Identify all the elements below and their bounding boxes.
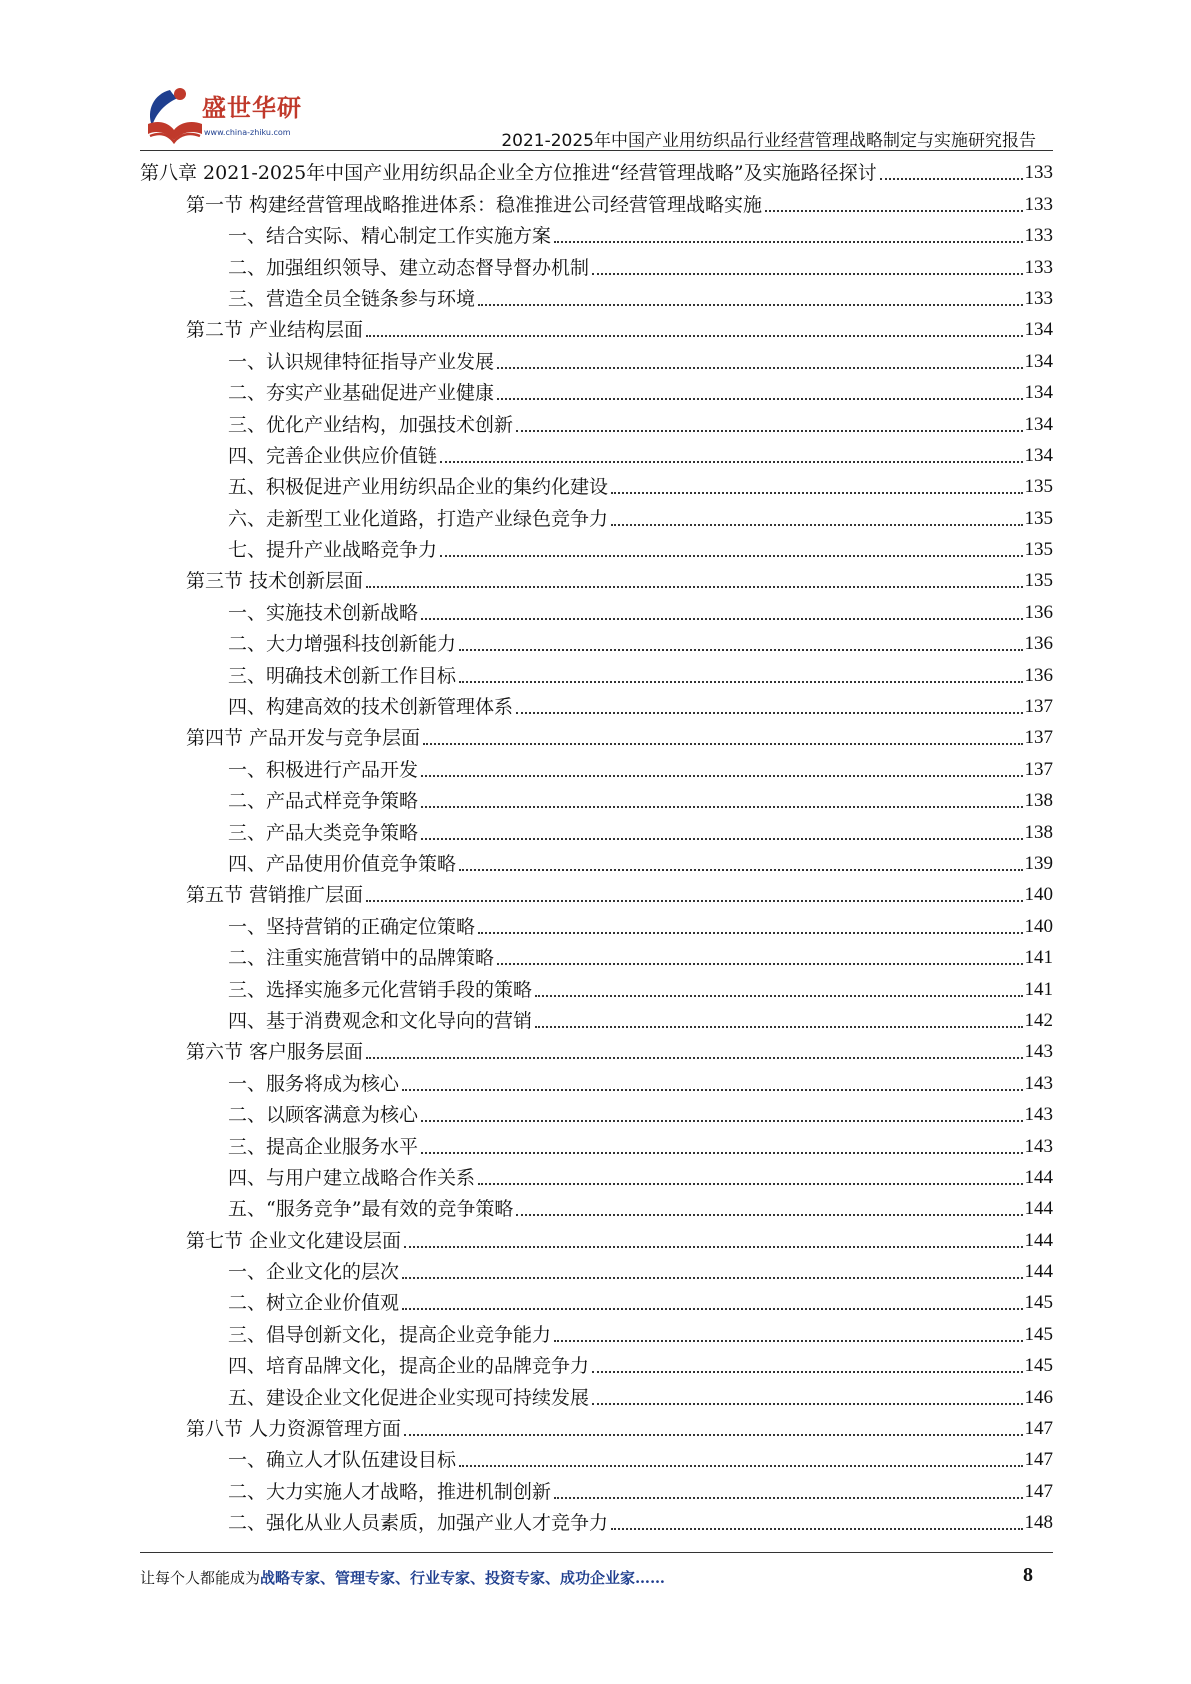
toc-dot-leader [611, 514, 1022, 526]
toc-dot-leader [459, 859, 1022, 871]
toc-entry-label: 三、倡导创新文化，提高企业竞争能力 [228, 1323, 552, 1346]
toc-entry-page: 140 [1024, 915, 1053, 937]
toc-entry-page: 133 [1024, 287, 1053, 309]
toc-dot-leader [611, 1518, 1022, 1530]
toc-entry[interactable] [140, 1254, 1053, 1285]
toc-entry[interactable] [140, 249, 1053, 280]
toc-entry[interactable] [140, 720, 1053, 751]
toc-entry-page: 144 [1024, 1261, 1053, 1283]
toc-entry-label: 一、认识规律特征指导产业发展 [228, 350, 495, 373]
toc-entry[interactable] [140, 343, 1053, 374]
toc-entry[interactable] [140, 1128, 1053, 1159]
page-number: 8 [1023, 1564, 1033, 1586]
toc-entry-page: 133 [1024, 193, 1053, 215]
footer-slogan [140, 1567, 665, 1588]
toc-entry-page: 135 [1024, 507, 1053, 529]
toc-dot-leader [404, 1424, 1022, 1436]
header-divider [140, 150, 1053, 151]
toc-dot-leader [611, 482, 1022, 494]
footer-slogan-emphasis: 战略专家、管理专家、行业专家、投资专家、成功企业家…… [260, 1569, 666, 1587]
footer-slogan-prefix: 让每个人都能成为 [140, 1569, 261, 1587]
toc-entry-page: 137 [1024, 727, 1053, 749]
toc-entry[interactable] [140, 783, 1053, 814]
toc-entry[interactable] [140, 563, 1053, 594]
toc-entry[interactable] [140, 469, 1053, 500]
toc-entry-label: 三、选择实施多元化营销手段的策略 [228, 978, 533, 1001]
toc-entry-label: 三、产品大类竞争策略 [228, 821, 419, 844]
toc-entry-label: 二、产品式样竞争策略 [228, 790, 419, 813]
toc-dot-leader [516, 420, 1022, 432]
toc-entry[interactable] [140, 751, 1053, 782]
toc-entry-label: 五、建设企业文化促进企业实现可持续发展 [228, 1386, 590, 1409]
toc-entry-page: 143 [1024, 1135, 1053, 1157]
toc-entry-page: 134 [1024, 382, 1053, 404]
toc-entry-page: 138 [1024, 821, 1053, 843]
toc-entry-label: 一、结合实际、精心制定工作实施方案 [228, 225, 552, 248]
toc-dot-leader [497, 953, 1022, 965]
toc-entry-label: 二、大力增强科技创新能力 [228, 633, 457, 656]
toc-dot-leader [478, 922, 1022, 934]
toc-entry[interactable] [140, 877, 1053, 908]
toc-entry-label: 一、实施技术创新战略 [228, 601, 419, 624]
toc-entry-page: 137 [1024, 696, 1053, 718]
toc-entry[interactable] [140, 1222, 1053, 1253]
toc-dot-leader [516, 1204, 1022, 1216]
toc-entry-page: 133 [1024, 225, 1053, 247]
toc-entry-label: 六、走新型工业化道路，打造产业绿色竞争力 [228, 507, 609, 530]
toc-entry-label: 二、树立企业价值观 [228, 1292, 400, 1315]
toc-entry-label: 第七节 企业文化建设层面 [186, 1229, 402, 1252]
toc-dot-leader [765, 200, 1022, 212]
toc-entry-page: 145 [1024, 1323, 1053, 1345]
toc-entry-label: 第二节 产业结构层面 [186, 319, 364, 342]
toc-entry-page: 133 [1024, 256, 1053, 278]
toc-entry-page: 138 [1024, 790, 1053, 812]
toc-entry-page: 134 [1024, 350, 1053, 372]
toc-dot-leader [421, 765, 1022, 777]
toc-dot-leader [421, 1110, 1022, 1122]
toc-entry-label: 第八节 人力资源管理方面 [186, 1418, 402, 1441]
toc-entry-page: 141 [1024, 978, 1053, 1000]
toc-entry-page: 143 [1024, 1041, 1053, 1063]
toc-entry[interactable] [140, 626, 1053, 657]
toc-entry-label: 四、基于消费观念和文化导向的营销 [228, 1009, 533, 1032]
toc-dot-leader [497, 357, 1022, 369]
toc-entry-page: 139 [1024, 852, 1053, 874]
toc-entry[interactable] [140, 1379, 1053, 1410]
toc-entry[interactable] [140, 155, 1053, 186]
toc-entry-page: 133 [1024, 162, 1053, 184]
toc-dot-leader [459, 639, 1022, 651]
toc-entry-label: 第三节 技术创新层面 [186, 570, 364, 593]
toc-entry-page: 147 [1024, 1418, 1053, 1440]
toc-entry-label: 二、夯实产业基础促进产业健康 [228, 382, 495, 405]
report-title: 2021-2025年中国产业用纺织品行业经营管理战略制定与实施研究报告 [501, 131, 1036, 151]
toc-entry-page: 134 [1024, 319, 1053, 341]
toc-entry-label: 四、与用户建立战略合作关系 [228, 1166, 476, 1189]
toc-dot-leader [478, 294, 1022, 306]
toc-dot-leader [423, 733, 1022, 745]
toc-entry-label: 一、积极进行产品开发 [228, 758, 419, 781]
toc-dot-leader [366, 576, 1022, 588]
toc-entry[interactable] [140, 218, 1053, 249]
toc-entry[interactable] [140, 1505, 1053, 1536]
toc-entry[interactable] [140, 1285, 1053, 1316]
toc-entry[interactable] [140, 1034, 1053, 1065]
toc-entry-label: 二、强化从业人员素质，加强产业人才竞争力 [228, 1512, 609, 1535]
toc-dot-leader [478, 1173, 1022, 1185]
toc-dot-leader [592, 1393, 1022, 1405]
toc-entry-label: 二、加强组织领导、建立动态督导督办机制 [228, 256, 590, 279]
toc-entry[interactable] [140, 1097, 1053, 1128]
toc-entry-page: 142 [1024, 1009, 1053, 1031]
toc-entry-label: 一、企业文化的层次 [228, 1261, 400, 1284]
toc-entry-page: 144 [1024, 1166, 1053, 1188]
toc-dot-leader [402, 1298, 1022, 1310]
toc-dot-leader [497, 388, 1022, 400]
toc-entry[interactable] [140, 1473, 1053, 1504]
toc-dot-leader [404, 1236, 1022, 1248]
toc-dot-leader [440, 545, 1022, 557]
toc-dot-leader [554, 1487, 1022, 1499]
toc-entry-page: 143 [1024, 1072, 1053, 1094]
toc-entry-label: 第四节 产品开发与竞争层面 [186, 727, 421, 750]
toc-entry-label: 三、提高企业服务水平 [228, 1135, 419, 1158]
toc-entry-page: 145 [1024, 1292, 1053, 1314]
toc-entry-label: 一、服务将成为核心 [228, 1072, 400, 1095]
toc-entry[interactable] [140, 940, 1053, 971]
table-of-contents [140, 155, 1053, 1536]
logo-name: 盛世华研 [202, 94, 302, 122]
toc-dot-leader [366, 325, 1022, 337]
toc-dot-leader [440, 451, 1022, 463]
toc-entry-page: 147 [1024, 1449, 1053, 1471]
toc-entry-label: 第一节 构建经营管理战略推进体系：稳准推进公司经营管理战略实施 [186, 193, 763, 216]
open-book-logo-icon [140, 84, 208, 148]
toc-dot-leader [366, 890, 1022, 902]
toc-entry-label: 三、优化产业结构，加强技术创新 [228, 413, 514, 436]
toc-entry-page: 145 [1024, 1355, 1053, 1377]
toc-dot-leader [366, 1047, 1022, 1059]
toc-dot-leader [554, 231, 1022, 243]
company-logo [140, 84, 310, 148]
toc-entry-page: 137 [1024, 758, 1053, 780]
toc-entry-page: 146 [1024, 1386, 1053, 1408]
toc-entry-label: 一、确立人才队伍建设目标 [228, 1449, 457, 1472]
toc-entry-label: 三、明确技术创新工作目标 [228, 664, 457, 687]
toc-entry-page: 136 [1024, 633, 1053, 655]
toc-entry-page: 134 [1024, 413, 1053, 435]
toc-entry-page: 135 [1024, 476, 1053, 498]
toc-entry[interactable] [140, 375, 1053, 406]
toc-entry-label: 二、大力实施人才战略，推进机制创新 [228, 1480, 552, 1503]
toc-dot-leader [516, 702, 1022, 714]
toc-entry[interactable] [140, 500, 1053, 531]
toc-entry[interactable] [140, 1065, 1053, 1096]
toc-entry-page: 143 [1024, 1104, 1053, 1126]
toc-dot-leader [592, 1361, 1022, 1373]
toc-entry-label: 七、提升产业战略竞争力 [228, 539, 438, 562]
toc-entry-page: 135 [1024, 570, 1053, 592]
toc-entry-page: 136 [1024, 601, 1053, 623]
toc-entry-page: 136 [1024, 664, 1053, 686]
toc-dot-leader [535, 985, 1022, 997]
toc-dot-leader [554, 1330, 1022, 1342]
toc-entry-page: 134 [1024, 444, 1053, 466]
toc-entry-label: 二、以顾客满意为核心 [228, 1104, 419, 1127]
toc-entry[interactable] [140, 281, 1053, 312]
toc-entry[interactable] [140, 814, 1053, 845]
toc-entry[interactable] [140, 438, 1053, 469]
toc-entry-label: 四、产品使用价值竞争策略 [228, 852, 457, 875]
toc-entry-page: 148 [1024, 1512, 1053, 1534]
toc-entry[interactable] [140, 971, 1053, 1002]
toc-entry-label: 四、完善企业供应价值链 [228, 444, 438, 467]
toc-entry-label: 五、“服务竞争”最有效的竞争策略 [228, 1198, 514, 1221]
toc-entry-label: 四、培育品牌文化，提高企业的品牌竞争力 [228, 1355, 590, 1378]
toc-entry[interactable] [140, 186, 1053, 217]
toc-dot-leader [592, 263, 1022, 275]
toc-entry[interactable] [140, 1316, 1053, 1347]
toc-entry[interactable] [140, 846, 1053, 877]
toc-dot-leader [421, 796, 1022, 808]
toc-entry-page: 140 [1024, 884, 1053, 906]
toc-dot-leader [421, 608, 1022, 620]
toc-entry-label: 三、营造全员全链条参与环境 [228, 287, 476, 310]
logo-url: www.china-zhiku.com [204, 128, 291, 137]
toc-dot-leader [459, 671, 1022, 683]
toc-dot-leader [402, 1079, 1022, 1091]
toc-entry-page: 144 [1024, 1229, 1053, 1251]
toc-dot-leader [421, 1142, 1022, 1154]
toc-dot-leader [402, 1267, 1022, 1279]
toc-entry[interactable] [140, 312, 1053, 343]
footer-divider [140, 1552, 1053, 1553]
toc-entry[interactable] [140, 1003, 1053, 1034]
toc-dot-leader [459, 1455, 1022, 1467]
toc-entry[interactable] [140, 1191, 1053, 1222]
toc-entry[interactable] [140, 1160, 1053, 1191]
toc-entry-label: 第五节 营销推广层面 [186, 884, 364, 907]
toc-entry-label: 第六节 客户服务层面 [186, 1041, 364, 1064]
toc-entry[interactable] [140, 532, 1053, 563]
toc-entry[interactable] [140, 1411, 1053, 1442]
toc-entry-label: 五、积极促进产业用纺织品企业的集约化建设 [228, 476, 609, 499]
toc-entry-page: 147 [1024, 1480, 1053, 1502]
toc-entry[interactable] [140, 657, 1053, 688]
toc-entry-page: 144 [1024, 1198, 1053, 1220]
toc-entry-label: 四、构建高效的技术创新管理体系 [228, 696, 514, 719]
toc-dot-leader [880, 168, 1023, 180]
toc-entry-label: 一、坚持营销的正确定位策略 [228, 915, 476, 938]
toc-entry[interactable] [140, 1348, 1053, 1379]
toc-entry-label: 二、注重实施营销中的品牌策略 [228, 947, 495, 970]
toc-entry-page: 135 [1024, 539, 1053, 561]
toc-dot-leader [421, 828, 1022, 840]
toc-entry[interactable] [140, 594, 1053, 625]
toc-entry[interactable] [140, 1442, 1053, 1473]
toc-entry[interactable] [140, 689, 1053, 720]
toc-dot-leader [535, 1016, 1022, 1028]
toc-entry-label: 第八章 2021-2025年中国产业用纺织品企业全方位推进“经营管理战略”及实施路径探讨 [140, 162, 877, 185]
toc-entry-page: 141 [1024, 947, 1053, 969]
toc-entry[interactable] [140, 406, 1053, 437]
toc-entry[interactable] [140, 908, 1053, 939]
